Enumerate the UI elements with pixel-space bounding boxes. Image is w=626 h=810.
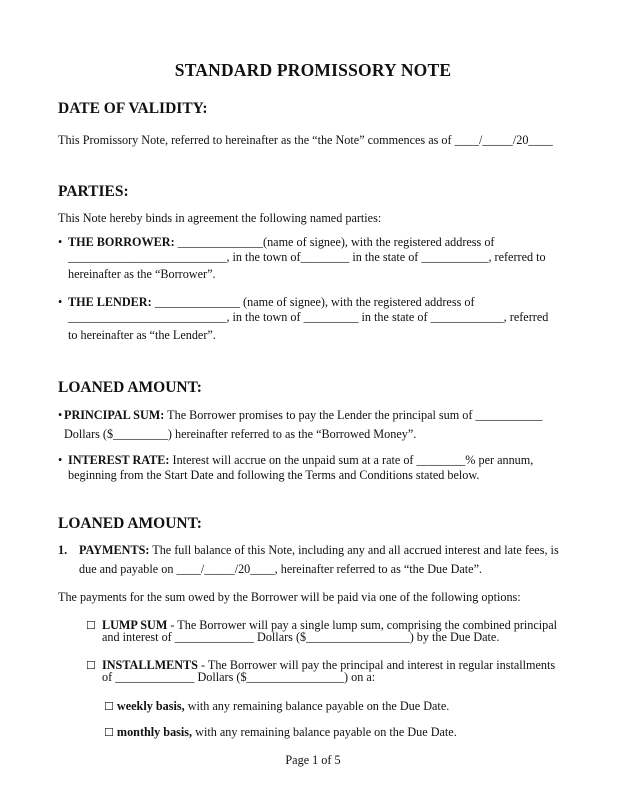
lender-text-1: ______________ (name of signee), with the registered address of (151, 295, 475, 309)
principal-label: PRINCIPAL SUM: (64, 408, 165, 422)
lump-sum-checkbox[interactable] (86, 618, 96, 633)
loaned-amount-heading-1: LOANED AMOUNT: (58, 379, 202, 396)
principal-bullet: • (58, 408, 63, 422)
options-intro: The payments for the sum owed by the Borrower will be paid via one of the following options: (58, 590, 521, 604)
validity-heading: DATE OF VALIDITY: (58, 100, 208, 117)
borrower-label: THE BORROWER: (68, 235, 175, 249)
weekly-checkbox-icon[interactable]: ☐ (104, 700, 114, 713)
borrower-line-3: hereinafter as the “Borrower”. (68, 267, 216, 281)
borrower-text-1: ______________(name of signee), with the registered address of (174, 235, 495, 249)
payments-text-1: The full balance of this Note, including any and all accrued interest and late fees, is (149, 543, 559, 557)
monthly-checkbox-icon[interactable]: ☐ (104, 726, 114, 739)
installments-line-2: of _____________ Dollars ($________________) on a: (102, 670, 376, 684)
interest-line-2: beginning from the Start Date and following the Terms and Conditions stated below. (68, 468, 480, 482)
principal-line-1 (64, 408, 543, 423)
borrower-line-1 (68, 235, 495, 250)
installments-checkbox[interactable] (86, 658, 96, 673)
payments-line-2: due and payable on ____/_____/20____, hereinafter referred to as “the Due Date”. (79, 562, 483, 576)
lender-line-2: __________________________, in the town of _________ in the state of ____________, referred (68, 310, 549, 324)
lump-sum-label: LUMP SUM (102, 618, 168, 632)
weekly-option (104, 699, 449, 714)
monthly-option (104, 725, 457, 740)
payments-number: 1. (58, 543, 68, 557)
weekly-label: weekly basis, (116, 699, 185, 713)
interest-line-1 (68, 453, 533, 468)
lender-line-3: to hereinafter as “the Lender”. (68, 328, 216, 342)
document-title: STANDARD PROMISSORY NOTE (174, 60, 452, 80)
lender-line-1 (68, 295, 475, 310)
lender-label: THE LENDER: (68, 295, 152, 309)
validity-text: This Promissory Note, referred to hereinafter as the “the Note” commences as of ____/_____/20____ (58, 133, 553, 147)
payments-label: PAYMENTS: (79, 543, 150, 557)
interest-text-1: Interest will accrue on the unpaid sum at a rate of ________% per annum, (169, 453, 534, 467)
borrower-bullet: • (58, 235, 63, 249)
page-footer: Page 1 of 5 (285, 753, 341, 767)
lump-sum-line-2: and interest of _____________ Dollars ($_________________) by the Due Date. (102, 630, 500, 644)
installments-text-1: - The Borrower will pay the principal and interest in regular installments (197, 658, 556, 672)
borrower-line-2: __________________________, in the town of________ in the state of ___________, referred to (68, 250, 546, 264)
parties-intro: This Note hereby binds in agreement the following named parties: (58, 211, 382, 225)
installments-label: INSTALLMENTS (102, 658, 198, 672)
monthly-label: monthly basis, (116, 725, 193, 739)
checkbox-icon: ☐ (86, 659, 96, 672)
interest-bullet: • (58, 453, 63, 467)
principal-line-2: Dollars ($_________) hereinafter referred to as the “Borrowed Money”. (64, 427, 417, 441)
lender-bullet: • (58, 295, 63, 309)
lump-sum-text-1: - The Borrower will pay a single lump sum, comprising the combined principal (167, 618, 558, 632)
checkbox-icon: ☐ (86, 619, 96, 632)
loaned-amount-heading-2: LOANED AMOUNT: (58, 515, 202, 532)
interest-label: INTEREST RATE: (68, 453, 170, 467)
monthly-text: with any remaining balance payable on the Due Date. (192, 725, 457, 739)
weekly-text: with any remaining balance payable on the Due Date. (184, 699, 450, 713)
payments-line-1 (79, 543, 559, 558)
principal-text-1: The Borrower promises to pay the Lender the principal sum of ___________ (164, 408, 543, 422)
parties-heading: PARTIES: (58, 183, 129, 200)
